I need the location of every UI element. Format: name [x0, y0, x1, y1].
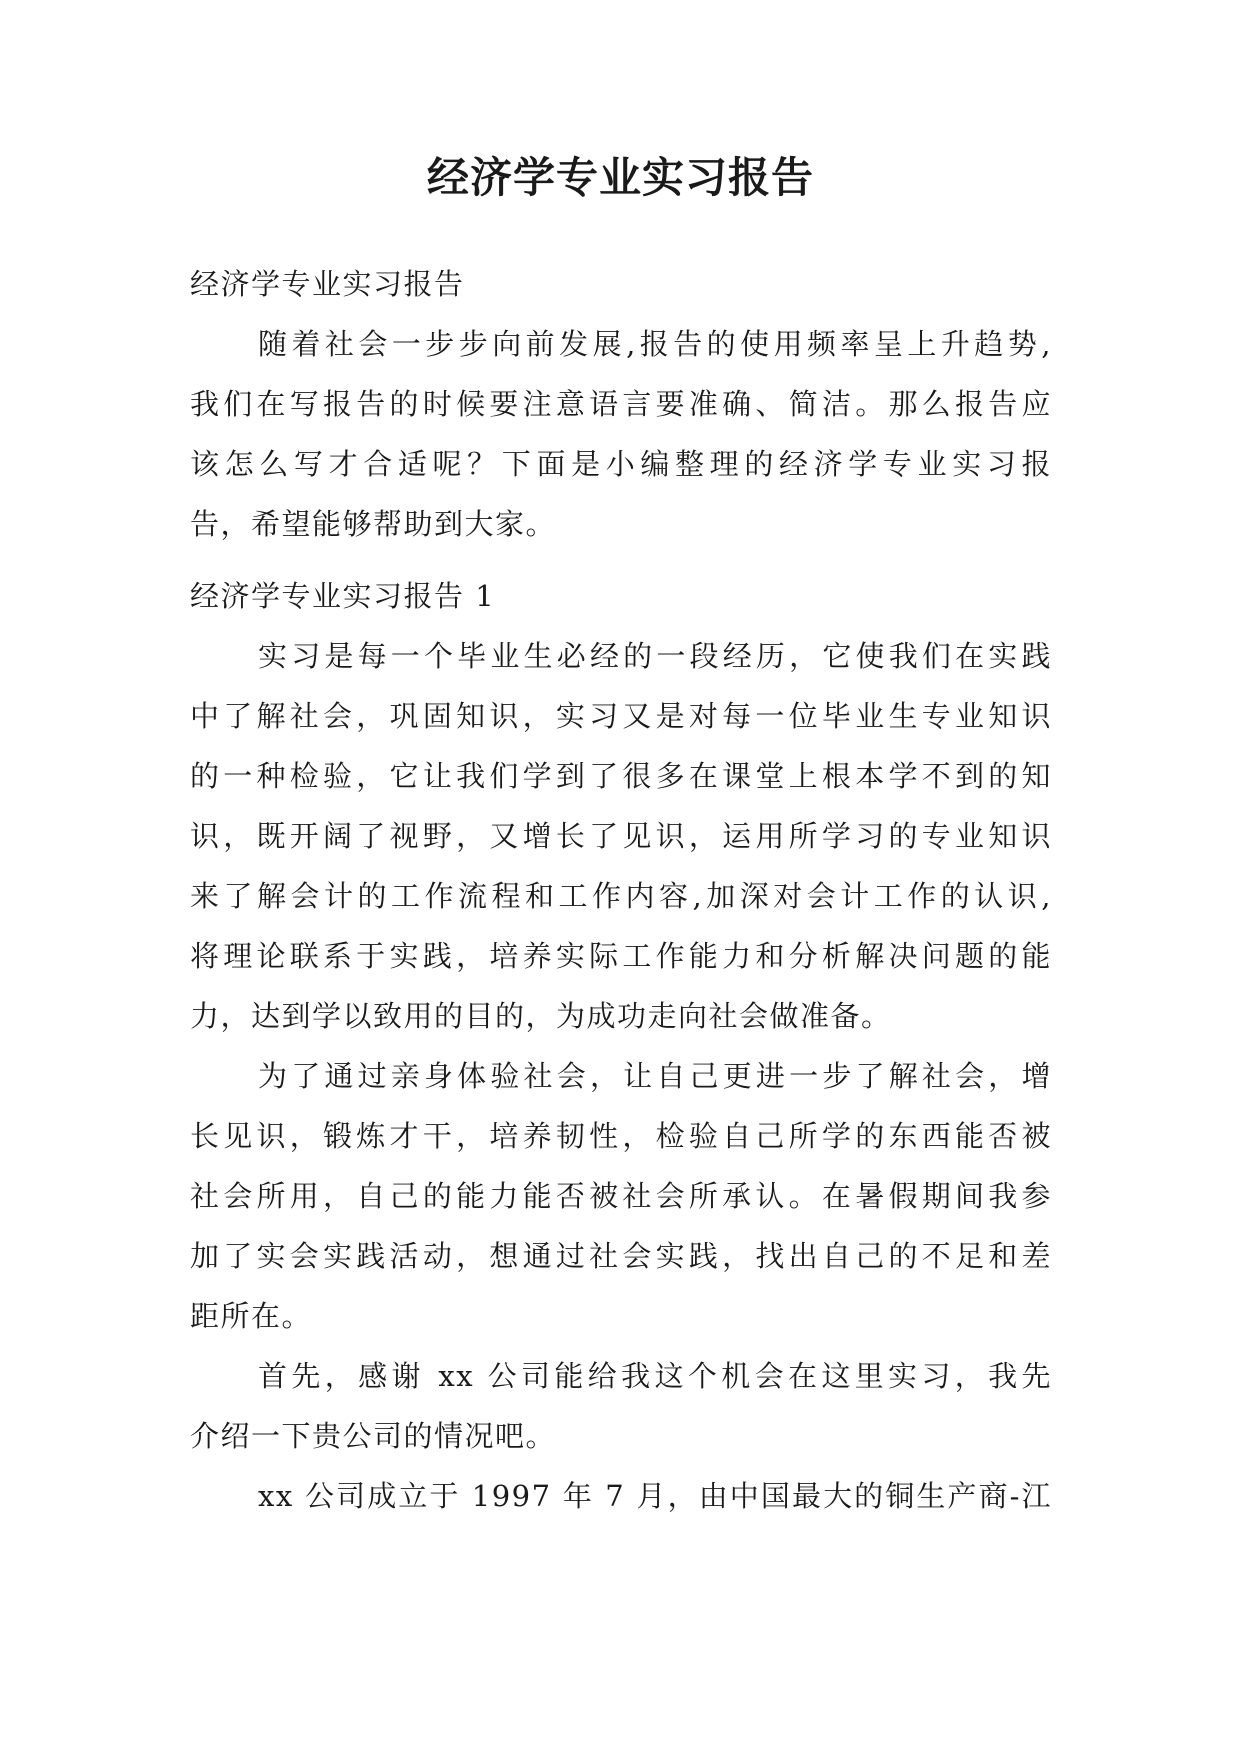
section-heading: 经济学专业实习报告 1 [190, 579, 496, 613]
intro-line: 随着社会一步步向前发展,报告的使用频率呈上升趋势, [258, 327, 1052, 361]
paragraph-line: 实习是每一个毕业生必经的一段经历，它使我们在实践 [258, 639, 1052, 673]
paragraph-line: 长见识，锻炼才干，培养韧性，检验自己所学的东西能否被 [190, 1119, 1052, 1153]
intro-section [190, 254, 1052, 554]
paragraph-line: 的一种检验，它让我们学到了很多在课堂上根本学不到的知 [190, 759, 1052, 793]
paragraph-line: 距所在。 [190, 1299, 313, 1333]
paragraph-line: 将理论联系于实践，培养实际工作能力和分析解决问题的能 [190, 939, 1052, 973]
paragraph-line: 来了解会计的工作流程和工作内容,加深对会计工作的认识, [190, 879, 1052, 913]
paragraph-line: 中了解社会，巩固知识，实习又是对每一位毕业生专业知识 [190, 699, 1052, 733]
document-title: 经济学专业实习报告 [426, 153, 814, 202]
intro-line: 我们在写报告的时候要注意语言要准确、简洁。那么报告应 [190, 387, 1052, 421]
section-1 [190, 566, 1052, 1526]
intro-heading: 经济学专业实习报告 [190, 267, 465, 301]
intro-line: 该怎么写才合适呢？下面是小编整理的经济学专业实习报 [190, 447, 1052, 481]
paragraph-line: 力，达到学以致用的目的，为成功走向社会做准备。 [190, 999, 892, 1033]
paragraph-line: 介绍一下贵公司的情况吧。 [190, 1419, 557, 1453]
paragraph-line: 识，既开阔了视野，又增长了见识，运用所学习的专业知识 [190, 819, 1052, 853]
paragraph-line: 首先，感谢 xx 公司能给我这个机会在这里实习，我先 [258, 1359, 1052, 1393]
paragraph-line: 社会所用，自己的能力能否被社会所承认。在暑假期间我参 [190, 1179, 1052, 1213]
intro-line: 告，希望能够帮助到大家。 [190, 507, 557, 541]
paragraph-line: xx 公司成立于 1997 年 7 月，由中国最大的铜生产商-江 [258, 1479, 1052, 1513]
paragraph-line: 为了通过亲身体验社会，让自己更进一步了解社会，增 [258, 1059, 1052, 1093]
paragraph-line: 加了实会实践活动，想通过社会实践，找出自己的不足和差 [190, 1239, 1052, 1273]
